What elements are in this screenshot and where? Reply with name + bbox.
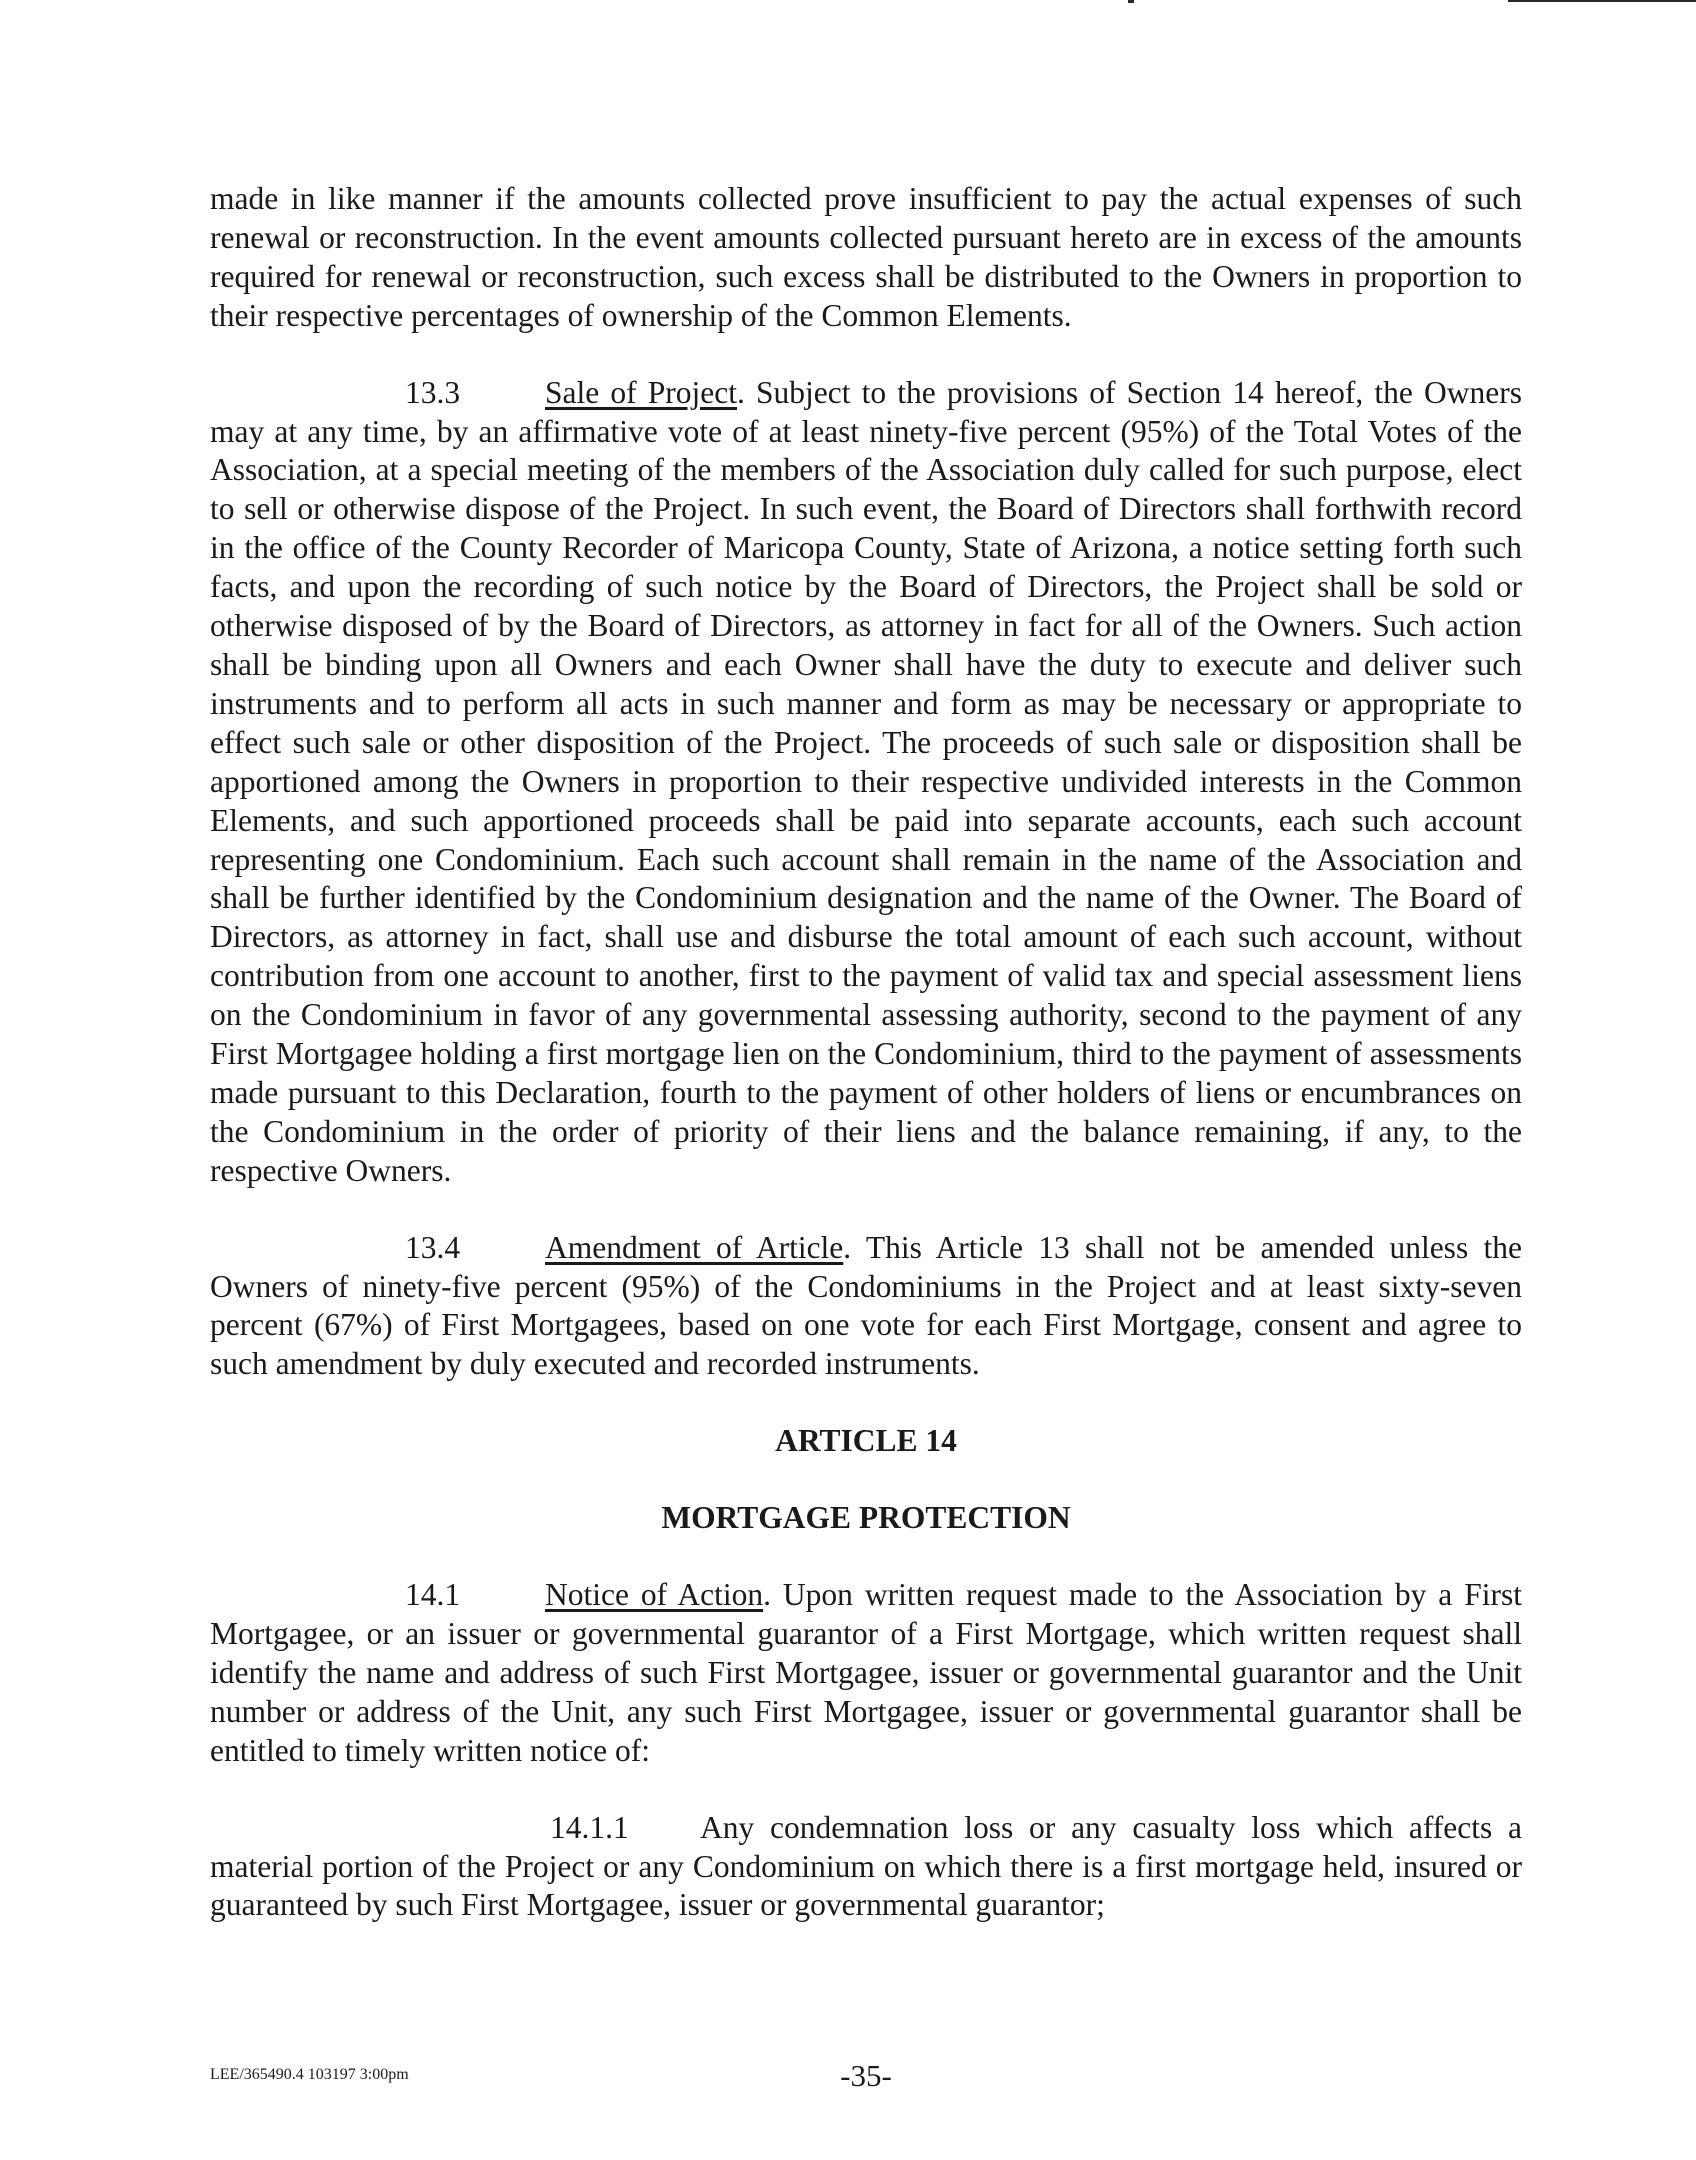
section-number: 14.1 [405,1577,461,1613]
paragraph-gap [210,1384,1522,1422]
section-body: . Subject to the provisions of Section 14 hereof, the Owners may at any time, by an affirmative vote of at least ninety-five percent (95%) of the Total Votes of the Association, at a special meeting of the members of the Association duly called for such purpose, elect to sell or otherwise dispose of the Project. In such event, the Board of Directors shall forthwith record in the office of the County Recorder of Maricopa County, State of Arizona, a notice setting forth such facts, and upon the recording of such notice by the Board of Directors, the Project shall be sold or otherwise disposed of by the Board of Directors, as attorney in fact for all of the Owners. Such action shall be binding upon all Owners and each Owner shall have the duty to execute and deliver such instruments and to perform all acts in such manner and form as may be necessary or appropriate to effect such sale or other disposition of the Project. The proceeds of such sale or disposition shall be apportioned among the Owners in proportion to their respective undivided interests in the Common Elements, and such apportioned proceeds shall be paid into separate accounts, each such account representing one Condominium. Each such account shall remain in the name of the Association and shall be further identified by the Condominium designation and the name of the Owner. The Board of Directors, as attorney in fact, shall use and disburse the total amount of each such account, without contribution from one account to another, first to the payment of valid tax and special assessment liens on the Condominium in favor of any governmental assessing authority, second to the payment of any First Mortgagee holding a first mortgage lien on the Condominium, third to the payment of assessments made pursuant to this Declaration, fourth to the payment of other holders of liens or encumbrances on the Condominium in the order of priority of their liens and the balance remaining, if any, to the respective Owners. [210,374,1522,1188]
section-13-4 [210,1229,1522,1385]
section-body: Any condemnation loss or any casualty loss which affects a material portion of the Project or any Condominium on which there is a first mortgage held, insured or guaranteed by such First Mortgagee, issuer or governmental guarantor; [210,1809,1522,1923]
section-title: Sale of Project [545,374,737,410]
section-number: 13.3 [405,374,461,410]
section-14-1 [210,1576,1522,1771]
paragraph-gap [210,1191,1522,1229]
scan-edge-mark [1128,0,1134,3]
footer-page-number: -35- [840,2058,892,2093]
article-title: MORTGAGE PROTECTION [661,1500,1071,1536]
section-13-3 [210,374,1522,1191]
section-number: 14.1.1 [550,1809,629,1845]
paragraph-13-2-continuation: made in like manner if the amounts collected prove insufficient to pay the actual expenses of such renewal or reconstruction. In the event amounts collected pursuant hereto are in excess of the amounts required for renewal or reconstruction, such excess shall be distributed to the Owners in proportion to their respective percentages of ownership of the Common Elements. [210,181,1522,333]
paragraph-gap [210,336,1522,374]
paragraph-gap [210,1538,1522,1576]
section-title: Amendment of Article [545,1229,844,1265]
document-page [210,180,1522,1925]
scan-edge-mark [1508,0,1696,2]
section-14-1-1 [210,1809,1522,1926]
page-footer [210,2058,1522,2098]
article-label: ARTICLE 14 [775,1423,957,1459]
section-number: 13.4 [405,1229,461,1265]
footer-document-id: LEE/365490.4 103197 3:00pm [210,2066,409,2083]
section-title: Notice of Action [545,1577,764,1613]
section-body: . Upon written request made to the Association by a First Mortgagee, or an issuer or governmental guarantor of a First Mortgage, which written request shall identify the name and address of such First Mortgagee, issuer or governmental guarantor and the Unit number or address of the Unit, any such First Mortgagee, issuer or governmental guarantor shall be entitled to timely written notice of: [210,1577,1523,1768]
paragraph-gap [210,1461,1522,1499]
section-body: . This Article 13 shall not be amended unless the Owners of ninety-five percent (95%) of the Condominiums in the Project and at least sixty-seven percent (67%) of First Mortgagees, based on one vote for each First Mortgage, consent and agree to such amendment by duly executed and recorded instruments. [210,1229,1522,1382]
paragraph-gap [210,1771,1522,1809]
